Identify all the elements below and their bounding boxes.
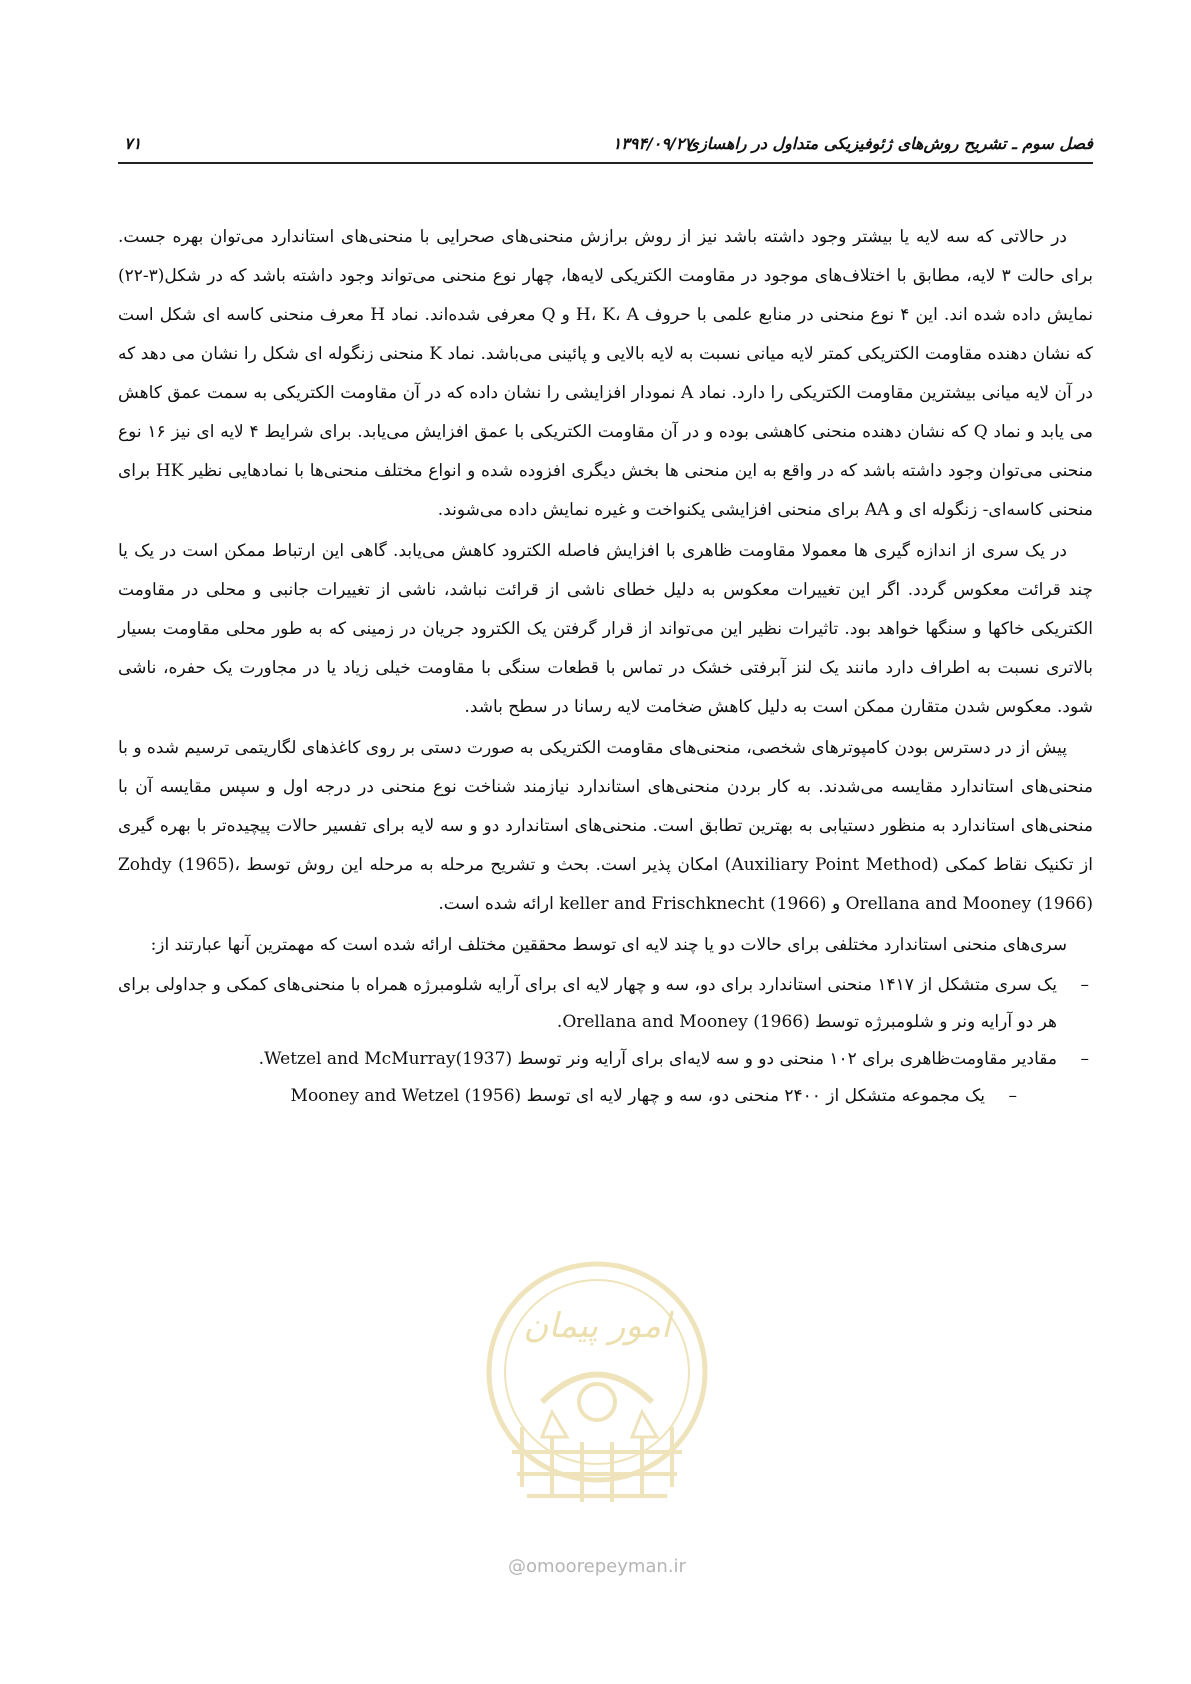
dash-bullet: – [1080, 1049, 1089, 1069]
list-item-text: یک سری متشکل از ۱۴۱۷ منحنی استاندارد برای دو، سه و چهار لایه ای برای آرایه شلومبرژه همراه با منحنی‌های کمکی و جداولی برای هر دو آرایه ونر و شلومبرژه توسط Orellana and Mooney (1966). [118, 975, 1058, 1032]
paragraph: پیش از در دسترس بودن کامپوترهای شخصی، منحنی‌های مقاومت الکتریکی به صورت دستی بر روی کاغذهای لگاریتمی ترسیم شده و با منحنی‌های استاندارد مقایسه می‌شدند. به کار بردن منحنی‌های استاندارد نیازمند شناخت نوع منحنی در درجه اول و سپس مقایسه آن با منحنی‌های استاندارد به منظور دستیابی به بهترین تطابق است. منحنی‌های استاندارد دو و سه لایه برای تفسیر حالات پیچیده‌تر با بهره گیری از تکنیک نقاط کمکی (Auxiliary Point Method) امکان پذیر است. بحث و تشریح مرحله به مرحله این روش توسط Zohdy (1965)، Orellana and Mooney (1966) و keller and Frischknecht (1966) ارائه شده است. [118, 738, 1093, 914]
watermark-logo [482, 1252, 712, 1522]
page-header [118, 128, 1093, 164]
paragraph: سری‌های منحنی استاندارد مختلفی برای حالات دو یا چند لایه ای توسط محققین مختلف ارائه شده است که مهمترین آنها عبارتند از: [150, 935, 1067, 955]
header-date: ۱۳۹۴/۰۹/۲۷ [612, 134, 693, 153]
watermark-site: @omoorepeyman.ir [508, 1556, 686, 1577]
body-text [118, 218, 1093, 1115]
list-item [118, 1078, 1093, 1115]
dash-bullet: – [1008, 1086, 1017, 1106]
list-item-text: یک مجموعه متشکل از ۲۴۰۰ منحنی دو، سه و چهار لایه ای توسط Mooney and Wetzel (1956) [290, 1086, 985, 1106]
paragraph: در حالاتی که سه لایه یا بیشتر وجود داشته باشد نیز از روش برازش منحنی‌های صحرایی با منحنی‌های استاندارد می‌توان بهره جست. برای حالت ۳ لایه، مطابق با اختلاف‌های موجود در مقاومت الکتریکی لایه‌ها، چهار نوع منحنی می‌تواند وجود داشته باشد که در شکل(۳-۲۲) نمایش داده شده اند. این ۴ نوع منحنی در منابع علمی با حروف H، K، A و Q معرفی شده‌اند. نماد H معرف منحنی کاسه ای شکل است که نشان دهنده مقاومت الکتریکی کمتر لایه میانی نسبت به لایه بالایی و پائینی می‌باشد. نماد K منحنی زنگوله ای شکل را نشان می دهد که در آن لایه میانی بیشترین مقاومت الکتریکی را دارد. نماد A نمودار افزایشی را نشان داده که در آن مقاومت الکتریکی به سمت عمق کاهش می یابد و نماد Q که نشان دهنده منحنی کاهشی بوده و در آن مقاومت الکتریکی با عمق افزایش می‌یابد. برای شرایط ۴ لایه ای نیز ۱۶ نوع منحنی می‌توان وجود داشته باشد که در واقع به این منحنی ها بخش دیگری افزوده شده و انواع مختلف منحنی‌ها با نمادهایی نظیر HK برای منحنی کاسه‌ای- زنگوله ای و AA برای منحنی افزایشی یکنواخت و غیره نمایش داده می‌شوند. [118, 227, 1094, 520]
dash-bullet: – [1080, 975, 1089, 995]
chapter-title: فصل سوم ـ تشریح روش‌های ژئوفیزیکی متداول در راهسازی [686, 134, 1093, 153]
list-item [118, 1041, 1093, 1078]
reference-list [118, 967, 1093, 1115]
list-item-text: مقادیر مقاومت‌ظاهری برای ۱۰۲ منحنی دو و سه لایه‌ای برای آرایه ونر توسط Wetzel and McMurray(1937). [258, 1049, 1057, 1069]
list-item [118, 967, 1093, 1041]
page-number: ۷۱ [124, 134, 142, 153]
paragraph: در یک سری از اندازه گیری ها معمولا مقاومت ظاهری با افزایش فاصله الکترود کاهش می‌یابد. گاهی این ارتباط ممکن است در یک یا چند قرائت معکوس گردد. اگر این تغییرات معکوس به دلیل خطای ناشی از قرائت نباشد، ناشی از تغییرات جانبی و محلی در مقاومت الکتریکی خاکها و سنگها خواهد بود. تاثیرات نظیر این می‌تواند از قرار گرفتن یک الکترود جریان در زمینی که به طور محلی مقاومت بسیار بالاتری نسبت به اطراف دارد مانند یک لنز آبرفتی خشک در تماس با قطعات سنگی با مقاومت خیلی زیاد یا در مجاورت یک حفره، ناشی شود. معکوس شدن متقارن ممکن است به دلیل کاهش ضخامت لایه رسانا در سطح باشد. [118, 541, 1093, 717]
watermark-logo-text: امور پیمان [523, 1306, 671, 1346]
